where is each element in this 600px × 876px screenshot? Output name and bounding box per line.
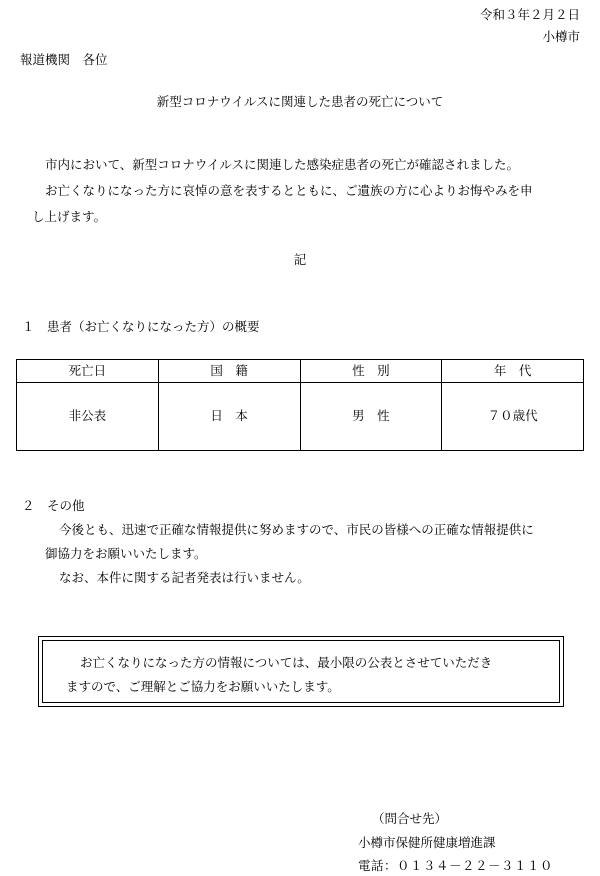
- notice-line-2: ますので、ご理解とご協力をお願いいたします。: [66, 679, 340, 694]
- contact-department: 小樽市保健所健康増進課: [358, 835, 496, 850]
- section-2-line-1: 今後とも、迅速で正確な情報提供に努めますので、市民の皆様への正確な情報提供に: [59, 522, 534, 537]
- body-line-3: し上げます。: [32, 209, 107, 224]
- table-header-row: [17, 360, 584, 383]
- contact-phone: 電話：０１３４－２２－３１１０: [358, 858, 554, 873]
- ki-marker: 記: [293, 252, 307, 267]
- notice-line-1: お亡くなりになった方の情報については、最小限の公表とさせていただき: [80, 655, 493, 670]
- contact-label: （問合せ先）: [372, 811, 448, 826]
- cell-nationality: 日 本: [158, 383, 300, 451]
- issuer-name: 小樽市: [542, 29, 580, 44]
- addressee: 報道機関 各位: [20, 52, 108, 67]
- body-line-1: 市内において、新型コロナウイルスに関連した感染症患者の死亡が確認されました。: [45, 157, 520, 172]
- patient-summary-table: [16, 359, 584, 451]
- document-title: 新型コロナウイルスに関連した患者の死亡について: [156, 94, 444, 109]
- section-2-line-2: 御協力をお願いいたします。: [45, 546, 207, 561]
- section-2-line-3: なお、本件に関する記者発表は行いません。: [59, 570, 310, 585]
- table-row: [17, 383, 584, 451]
- section-2-heading: ２ その他: [22, 498, 85, 513]
- cell-sex: 男 性: [300, 383, 442, 451]
- header-sex: 性 別: [300, 360, 442, 383]
- body-line-2: お亡くなりになった方に哀悼の意を表するとともに、ご遺族の方に心よりお悔やみを申: [45, 183, 533, 198]
- header-age-group: 年 代: [442, 360, 584, 383]
- notice-box: [38, 636, 564, 707]
- document-date: 令和３年２月２日: [479, 7, 580, 22]
- cell-age-group: ７０歳代: [442, 383, 584, 451]
- header-date-of-death: 死亡日: [17, 360, 159, 383]
- header-nationality: 国 籍: [158, 360, 300, 383]
- cell-date-of-death: 非公表: [17, 383, 159, 451]
- section-1-heading: １ 患者（お亡くなりになった方）の概要: [22, 319, 260, 334]
